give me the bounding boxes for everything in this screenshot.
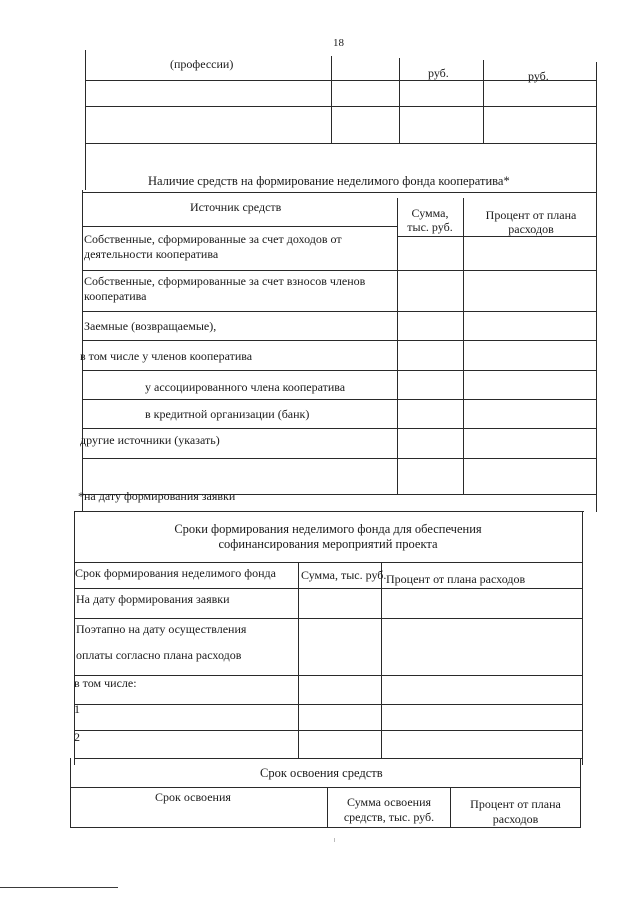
s2-row-line-1	[74, 588, 582, 589]
s1-row-line-3	[82, 340, 596, 341]
s1-col-source: Источник средств	[190, 200, 282, 214]
s1-row-line-6	[82, 428, 596, 429]
s1-col-percent-l2: расходов	[508, 222, 554, 236]
s1-row3: Заемные (возвращаемые),	[84, 319, 217, 333]
s1-row6: в кредитной организации (банк)	[145, 407, 310, 421]
s3-col-percent-l1: Процент от плана	[470, 797, 561, 811]
s1-row-line-1	[82, 270, 596, 271]
s2-title-l1: Сроки формирования неделимого фонда для обеспечения	[174, 522, 482, 536]
s3-title: Срок освоения средств	[260, 766, 383, 780]
s3-bottom-line	[70, 827, 580, 828]
s1-col-percent-l1: Процент от плана	[485, 208, 577, 222]
s2-row-line-6	[74, 758, 582, 759]
s3-col-divider-2	[450, 787, 451, 827]
s1-row2-l2: кооператива	[84, 289, 147, 303]
s1-col-sum-l1: Сумма,	[411, 206, 449, 220]
s1-row-line-2	[82, 311, 596, 312]
s2-header-top	[74, 562, 582, 563]
s1-header-bottom-left	[82, 226, 397, 227]
s3-col-sum-l2: средств, тыс. руб.	[343, 810, 435, 824]
s2-row4: 1	[74, 702, 80, 716]
s1-row5: у ассоциированного члена кооператива	[145, 380, 346, 394]
top-col-divider-2	[399, 58, 400, 144]
s2-frame-right	[582, 511, 583, 765]
page-number: 18	[333, 37, 344, 49]
top-currency-col3: руб.	[428, 66, 449, 80]
s1-row7: другие источники (указать)	[80, 433, 220, 447]
s1-top-line	[82, 192, 596, 193]
s3-header-top	[70, 787, 580, 788]
s1-row2-l1: Собственные, сформированные за счет взносов членов	[84, 274, 366, 288]
s2-row5: 2	[74, 730, 80, 744]
s2-row-line-4	[74, 704, 582, 705]
s2-row-line-3	[74, 675, 582, 676]
s1-row-line-7	[82, 458, 596, 459]
top-currency-col4: руб.	[528, 69, 549, 83]
s2-row3: в том числе:	[74, 676, 137, 690]
s1-col-divider-1	[397, 198, 398, 494]
s1-footnote: *на дату формирования заявки	[78, 489, 236, 503]
top-header-professions: (профессии)	[170, 57, 234, 71]
s2-col-divider-2	[381, 562, 382, 758]
frame-left-top	[85, 50, 86, 190]
top-row-line-1	[85, 80, 596, 81]
s1-row4: в том числе у членов кооператива	[80, 349, 253, 363]
top-col-divider-1	[331, 56, 332, 144]
s2-row1: На дату формирования заявки	[76, 592, 230, 606]
s3-frame-left	[70, 758, 71, 828]
s2-row2-l1: Поэтапно на дату осуществления	[76, 622, 247, 636]
s3-col-term: Срок освоения	[155, 790, 231, 804]
s3-col-sum-l1: Сумма освоения	[346, 795, 432, 809]
frame-right-top	[596, 62, 597, 190]
s3-col-percent-l2: расходов	[492, 812, 539, 826]
s1-row1-l1: Собственные, сформированные за счет доходов от	[84, 232, 342, 246]
s2-col-percent: Процент от плана расходов	[386, 572, 526, 586]
s2-col-sum: Сумма, тыс. руб.	[301, 568, 387, 582]
s3-col-divider-1	[327, 787, 328, 827]
top-row-line-2	[85, 106, 596, 107]
section1-title: Наличие средств на формирование неделимого фонда кооператива*	[148, 174, 510, 188]
s2-col-term: Срок формирования неделимого фонда	[75, 566, 276, 580]
top-col-divider-3	[483, 60, 484, 144]
s1-row1-l2: деятельности кооператива	[84, 247, 219, 261]
s2-title-l2: софинансирования мероприятий проекта	[218, 537, 438, 551]
s3-frame-right	[580, 758, 581, 828]
top-row-line-3	[85, 143, 596, 144]
s1-row-line-5	[82, 399, 596, 400]
s2-row-line-5	[74, 730, 582, 731]
s1-col-sum-l2: тыс. руб.	[407, 220, 453, 234]
s1-col-divider-2	[463, 198, 464, 494]
s1-header-bottom-right	[397, 236, 596, 237]
s2-row-line-2	[74, 618, 582, 619]
s2-row2-l2: оплаты согласно плана расходов	[76, 648, 242, 662]
scan-mark	[334, 838, 335, 842]
s2-col-divider-1	[298, 562, 299, 758]
s2-top-line	[74, 511, 584, 512]
s1-frame-right	[596, 190, 597, 512]
footer-rule	[0, 887, 118, 888]
s1-row-line-4	[82, 370, 596, 371]
